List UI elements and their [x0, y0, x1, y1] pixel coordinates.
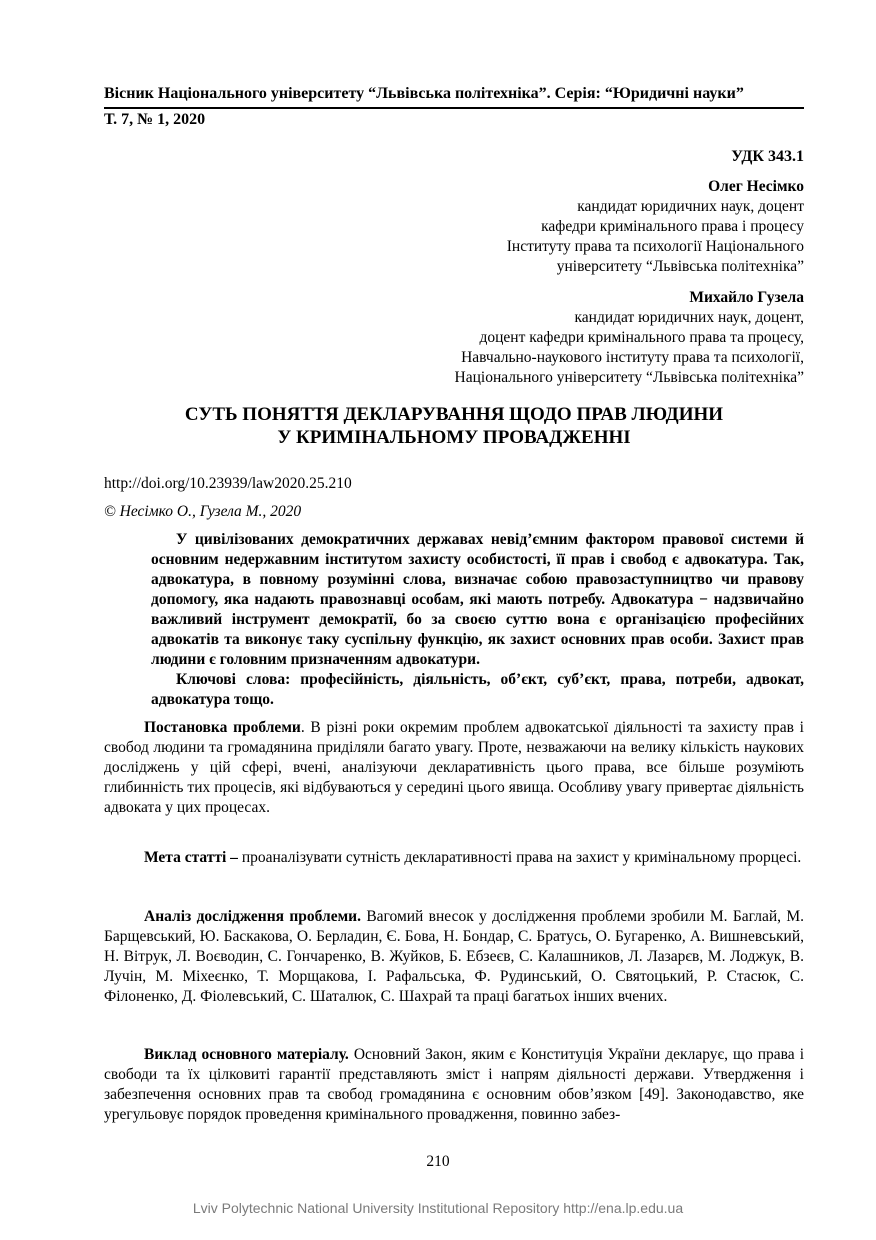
author-affiliation-line: Навчально-наукового інституту права та психології,: [461, 349, 804, 366]
author-name: Олег Несімко: [708, 178, 804, 195]
author-affiliation-line: університету “Львівська політехніка”: [556, 258, 804, 275]
section-text: . В різні роки окремим проблем адвокатської діяльності та захисту прав і свобод людини та громадянина приділяли багато увагу. Проте, незважаючи на велику кількість наукових досліджень у цій сфері, вчені, аналізуючи декларативність цього права, все більше розуміють глибинність тих процесів, які відбуваються у середині цього явища. Особливу увагу привертає діяльність адвоката у цих процесах.: [104, 719, 804, 816]
page-number: 210: [426, 1153, 450, 1170]
section-text: Основний Закон, яким є Конституція України декларує, що права і свободи та їх цілковиті гарантії представляють зміст і напрям діяльності держави. Утвердження і забезпечення основних прав та свобод громадянина є основним обов’язком [49]. Законодавство, яке урегульовує порядок проведення кримінального провадження, повинно забез-: [104, 1046, 804, 1123]
article-title: [104, 403, 804, 449]
title-line: СУТЬ ПОНЯТТЯ ДЕКЛАРУВАННЯ ЩОДО ПРАВ ЛЮДИНИ: [184, 404, 724, 425]
author-affiliation-line: кандидат юридичних наук, доцент: [577, 198, 804, 215]
repository-footer[interactable]: Lviv Polytechnic National University Institutional Repository http://ena.lp.edu.ua: [192, 1200, 684, 1216]
doi-link[interactable]: http://doi.org/10.23939/law2020.25.210: [104, 475, 352, 492]
section-main-material: [104, 1045, 804, 1125]
section-text: проаналізувати сутність декларативності права на захист у кримінальному прорцесі.: [237, 849, 802, 866]
author-affiliation-line: доцент кафедри кримінального права та процесу,: [479, 329, 804, 346]
journal-volume: Т. 7, № 1, 2020: [104, 111, 206, 128]
title-line: У КРИМІНАЛЬНОМУ ПРОВАДЖЕННІ: [277, 427, 631, 448]
header-divider: [104, 107, 804, 109]
author-affiliation-line: кафедри кримінального права і процесу: [541, 218, 804, 235]
author-affiliation-line: Національного університету “Львівська політехніка”: [454, 369, 804, 386]
udk-code: УДК 343.1: [731, 148, 804, 165]
author-block-1: [304, 177, 804, 277]
journal-header: Вісник Національного університету “Львівська політехніка”. Серія: “Юридичні науки”: [104, 85, 744, 102]
abstract-text: У цивілізованих демократичних державах невід’ємним фактором правової системи й основним недержавним інститутом захисту особистості, її прав і свобод є адвокатура. Так, адвокатура, в повному розумінні слова, визначає собою правозаступництво чи правову допомогу, яка надають правознавці особам, які мають потребу. Адвокатура − надзвичайно важливий інструмент демократії, бо за своєю суттю вона є організацією професійних адвокатів та виконує таку суспільну функцію, як захист основних прав особи. Захист прав людини є головним призначенням адвокатури.: [151, 531, 804, 668]
section-article-goal: [104, 848, 804, 868]
section-lead: Постановка проблеми: [144, 719, 301, 736]
abstract: [151, 530, 804, 710]
section-research-analysis: [104, 907, 804, 1007]
section-lead: Мета статті –: [144, 849, 238, 866]
author-affiliation-line: Інституту права та психології Національного: [506, 238, 804, 255]
section-text: Вагомий внесок у дослідження проблеми зробили М. Баглай, М. Барщевський, Ю. Баскакова, О. Берладин, Є. Бова, Н. Бондар, С. Братусь, О. Бугаренко, А. Вишневський, Н. Вітрук, Л. Воєводин, С. Гончаренко, В. Жуйков, Б. Ебзеєв, С. Калашников, Л. Лазарєв, М. Лоджук, В. Лучін, М. Міхеєнко, Т. Морщакова, І. Рафальська, Ф. Рудинський, О. Святоцький, Р. Стасюк, С. Філоненко, Д. Фіолевський, С. Шаталюк, С. Шахрай та праці багатьох інших вчених.: [104, 908, 804, 1005]
author-name: Михайло Гузела: [689, 289, 804, 306]
author-affiliation-line: кандидат юридичних наук, доцент,: [574, 309, 804, 326]
section-lead: Виклад основного матеріалу.: [144, 1046, 349, 1063]
author-block-2: [304, 288, 804, 388]
section-lead: Аналіз дослідження проблеми.: [144, 908, 361, 925]
copyright: © Несімко О., Гузела М., 2020: [104, 503, 302, 520]
keywords: Ключові слова: професійність, діяльність, об’єкт, суб’єкт, права, потреби, адвокат, адвокатура тощо.: [151, 671, 804, 708]
section-problem-statement: [104, 718, 804, 818]
